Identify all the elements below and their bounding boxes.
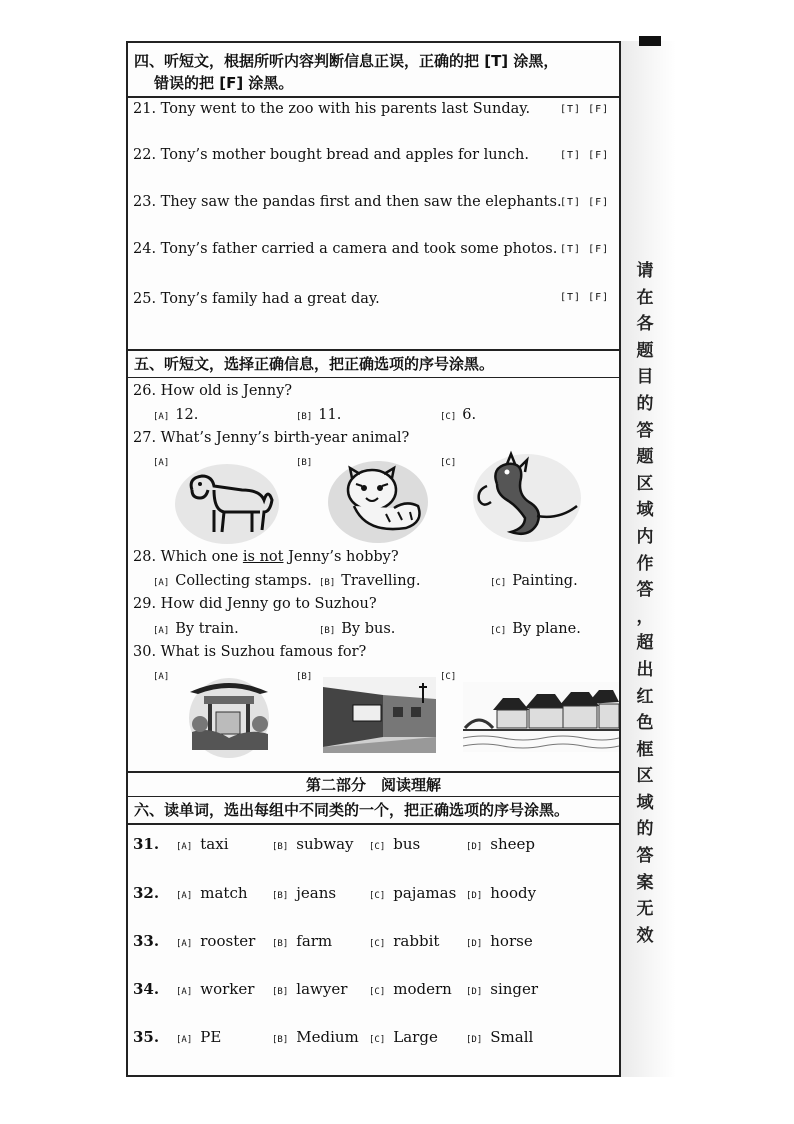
tf-bubbles-22[interactable]: [T] [F] bbox=[560, 150, 610, 161]
word-option-c[interactable] bbox=[369, 932, 439, 950]
question-23: 23. They saw the pandas first and then saw the elephants. bbox=[133, 194, 562, 210]
divider bbox=[126, 796, 621, 797]
option-26-a[interactable] bbox=[153, 407, 198, 423]
side-note-char: 内 bbox=[636, 526, 654, 547]
question-29: 29. How did Jenny go to Suzhou? bbox=[133, 596, 377, 612]
side-note-char: 答 bbox=[636, 580, 654, 601]
option-text: lawyer bbox=[296, 980, 348, 998]
option-letter: [A] bbox=[153, 578, 170, 588]
option-text: rabbit bbox=[393, 932, 440, 950]
section6-title: 六、读单词，选出每组中不同类的一个，把正确选项的序号涂黑。 bbox=[134, 801, 570, 819]
option-text: By bus. bbox=[341, 621, 396, 637]
word-option-a[interactable] bbox=[176, 884, 248, 902]
side-note-char: 框 bbox=[636, 739, 654, 760]
word-option-a[interactable] bbox=[176, 932, 255, 950]
garden-pavilion-picture[interactable] bbox=[180, 672, 278, 758]
option-text: Collecting stamps. bbox=[175, 573, 312, 589]
word-option-a[interactable] bbox=[176, 835, 229, 853]
side-note-char: 作 bbox=[636, 553, 654, 574]
question-24: 24. Tony’s father carried a camera and took some photos. bbox=[133, 241, 558, 257]
option-letter: [D] bbox=[466, 987, 483, 997]
word-option-d[interactable] bbox=[466, 1028, 533, 1046]
word-option-a[interactable] bbox=[176, 980, 254, 998]
divider bbox=[126, 96, 621, 98]
side-note-char: 各 bbox=[636, 314, 654, 335]
word-option-c[interactable] bbox=[369, 835, 420, 853]
option-letter: [C] bbox=[369, 987, 386, 997]
picture-label-b: [B] bbox=[296, 672, 313, 682]
side-note-char: 无 bbox=[636, 899, 654, 920]
word-option-d[interactable] bbox=[466, 835, 535, 853]
question-27: 27. What’s Jenny’s birth-year animal? bbox=[133, 430, 410, 446]
option-text: Small bbox=[490, 1028, 534, 1046]
side-note-char: 目 bbox=[636, 367, 654, 388]
option-28-c[interactable] bbox=[490, 573, 578, 589]
option-letter: [B] bbox=[272, 939, 289, 949]
option-letter: [A] bbox=[153, 626, 170, 636]
side-note-char: 出 bbox=[636, 659, 654, 680]
divider bbox=[126, 349, 621, 351]
option-letter: [C] bbox=[490, 578, 507, 588]
option-text: pajamas bbox=[393, 884, 457, 902]
option-26-c[interactable] bbox=[440, 407, 476, 423]
word-option-c[interactable] bbox=[369, 1028, 438, 1046]
option-letter: [C] bbox=[369, 1035, 386, 1045]
section4-title-line2: 错误的把 [F] 涂黑。 bbox=[154, 74, 294, 92]
word-option-b[interactable] bbox=[272, 980, 347, 998]
option-letter: [C] bbox=[440, 412, 457, 422]
option-text: By plane. bbox=[512, 621, 581, 637]
option-letter: [B] bbox=[319, 578, 336, 588]
option-letter: [B] bbox=[296, 412, 313, 422]
option-text: sheep bbox=[490, 835, 535, 853]
option-letter: [C] bbox=[369, 939, 386, 949]
side-note-char: 红 bbox=[636, 686, 654, 707]
side-note-char: 区 bbox=[636, 473, 654, 494]
option-text: Travelling. bbox=[341, 573, 421, 589]
question-26: 26. How old is Jenny? bbox=[133, 383, 293, 399]
question-30: 30. What is Suzhou famous for? bbox=[133, 644, 367, 660]
question-28-post: Jenny’s hobby? bbox=[283, 549, 399, 565]
option-letter: [A] bbox=[176, 1035, 193, 1045]
side-note-char: 答 bbox=[636, 846, 654, 867]
option-text: horse bbox=[490, 932, 533, 950]
dragon-picture[interactable] bbox=[467, 450, 591, 546]
option-text: worker bbox=[200, 980, 255, 998]
option-letter: [D] bbox=[466, 842, 483, 852]
option-letter: [A] bbox=[176, 842, 193, 852]
option-29-b[interactable] bbox=[319, 621, 395, 637]
question-number: 31. bbox=[133, 835, 160, 853]
question-28 bbox=[133, 549, 399, 565]
option-text: 12. bbox=[175, 407, 199, 423]
picture-label-c: [C] bbox=[440, 458, 457, 468]
side-note-char: 请 bbox=[636, 261, 654, 281]
question-28-emphasis: is not bbox=[242, 549, 284, 565]
section5-title: 五、听短文，选择正确信息，把正确选项的序号涂黑。 bbox=[134, 355, 495, 373]
side-note-char: 在 bbox=[636, 287, 654, 308]
question-number: 35. bbox=[133, 1028, 160, 1046]
side-note-char: 的 bbox=[636, 819, 654, 840]
option-text: farm bbox=[296, 932, 333, 950]
picture-label-a: [A] bbox=[153, 458, 170, 468]
option-letter: [B] bbox=[319, 626, 336, 636]
tf-bubbles-21[interactable]: [T] [F] bbox=[560, 104, 610, 115]
question-number: 34. bbox=[133, 980, 160, 998]
option-letter: [B] bbox=[272, 842, 289, 852]
tf-bubbles-25[interactable]: [T] [F] bbox=[560, 292, 610, 303]
option-text: jeans bbox=[296, 884, 337, 902]
registration-mark bbox=[639, 36, 661, 46]
option-letter: [A] bbox=[176, 987, 193, 997]
side-note-char: 效 bbox=[636, 925, 654, 946]
question-21: 21. Tony went to the zoo with his parents last Sunday. bbox=[133, 101, 531, 117]
horse-picture[interactable] bbox=[172, 460, 282, 546]
option-text: Large bbox=[393, 1028, 438, 1046]
word-option-d[interactable] bbox=[466, 980, 538, 998]
option-letter: [D] bbox=[466, 939, 483, 949]
option-text: By train. bbox=[175, 621, 239, 637]
side-note-char: 超 bbox=[636, 633, 654, 654]
option-letter: [D] bbox=[466, 891, 483, 901]
option-letter: [C] bbox=[369, 842, 386, 852]
side-note-char: 案 bbox=[636, 872, 654, 893]
option-letter: [D] bbox=[466, 1035, 483, 1045]
option-29-a[interactable] bbox=[153, 621, 239, 637]
word-option-d[interactable] bbox=[466, 932, 533, 950]
word-option-c[interactable] bbox=[369, 884, 456, 902]
divider bbox=[126, 823, 621, 825]
side-note-char: 题 bbox=[636, 340, 654, 361]
option-text: rooster bbox=[200, 932, 256, 950]
option-text: 6. bbox=[462, 407, 477, 423]
part2-title: 第二部分 阅读理解 bbox=[305, 776, 441, 794]
question-25: 25. Tony’s family had a great day. bbox=[133, 291, 380, 307]
picture-label-b: [B] bbox=[296, 458, 313, 468]
option-28-b[interactable] bbox=[319, 573, 420, 589]
side-note-char: 题 bbox=[636, 447, 654, 468]
option-text: PE bbox=[200, 1028, 222, 1046]
word-option-b[interactable] bbox=[272, 1028, 359, 1046]
option-text: modern bbox=[393, 980, 452, 998]
option-letter: [A] bbox=[176, 939, 193, 949]
option-letter: [A] bbox=[153, 412, 170, 422]
option-text: taxi bbox=[200, 835, 229, 853]
divider bbox=[126, 377, 621, 378]
word-option-b[interactable] bbox=[272, 932, 332, 950]
option-text: match bbox=[200, 884, 248, 902]
option-letter: [A] bbox=[176, 891, 193, 901]
option-letter: [B] bbox=[272, 987, 289, 997]
option-letter: [C] bbox=[369, 891, 386, 901]
tf-bubbles-24[interactable]: [T] [F] bbox=[560, 244, 610, 255]
option-letter: [C] bbox=[490, 626, 507, 636]
side-note-char: 域 bbox=[636, 500, 654, 521]
picture-label-a: [A] bbox=[153, 672, 170, 682]
side-note-char: 区 bbox=[636, 766, 654, 787]
option-text: Medium bbox=[296, 1028, 359, 1046]
option-text: 11. bbox=[318, 407, 342, 423]
option-text: Painting. bbox=[512, 573, 578, 589]
option-letter: [B] bbox=[272, 891, 289, 901]
word-option-a[interactable] bbox=[176, 1028, 221, 1046]
word-option-d[interactable] bbox=[466, 884, 536, 902]
side-note-char: ， bbox=[636, 606, 654, 627]
option-26-b[interactable] bbox=[296, 407, 341, 423]
option-letter: [B] bbox=[272, 1035, 289, 1045]
tiger-picture[interactable] bbox=[326, 456, 430, 544]
side-note-char: 色 bbox=[636, 713, 654, 734]
option-text: hoody bbox=[490, 884, 537, 902]
side-instruction-note bbox=[636, 258, 654, 949]
museum-picture[interactable] bbox=[323, 677, 436, 753]
option-text: bus bbox=[393, 835, 421, 853]
word-option-b[interactable] bbox=[272, 835, 353, 853]
option-28-a[interactable] bbox=[153, 573, 312, 589]
divider bbox=[126, 771, 621, 773]
water-town-picture[interactable] bbox=[463, 682, 619, 752]
picture-label-c: [C] bbox=[440, 672, 457, 682]
question-number: 32. bbox=[133, 884, 160, 902]
word-option-c[interactable] bbox=[369, 980, 452, 998]
option-text: singer bbox=[490, 980, 539, 998]
section4-title-line1: 四、听短文，根据所听内容判断信息正误，正确的把 [T] 涂黑， bbox=[134, 52, 559, 70]
tf-bubbles-23[interactable]: [T] [F] bbox=[560, 197, 610, 208]
word-option-b[interactable] bbox=[272, 884, 336, 902]
side-note-char: 域 bbox=[636, 792, 654, 813]
question-22: 22. Tony’s mother bought bread and apples for lunch. bbox=[133, 147, 530, 163]
option-text: subway bbox=[296, 835, 354, 853]
option-29-c[interactable] bbox=[490, 621, 581, 637]
question-number: 33. bbox=[133, 932, 160, 950]
side-note-char: 的 bbox=[636, 393, 654, 414]
side-note-char: 答 bbox=[636, 420, 654, 441]
question-28-pre: 28. Which one bbox=[133, 549, 243, 565]
